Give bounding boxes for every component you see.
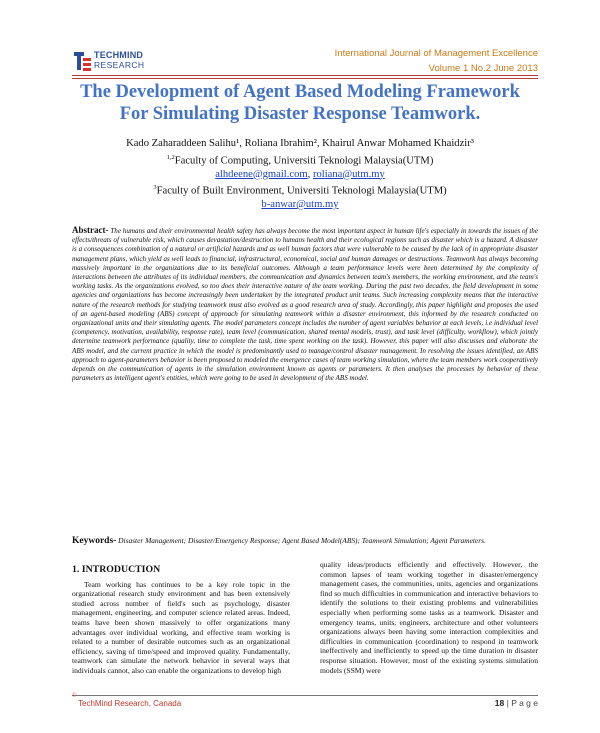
affiliation-1-emails: alhdeene@gmail.com, roliana@utm.my xyxy=(215,168,385,180)
page-label: P a g e xyxy=(511,698,538,708)
keywords-label: Keywords- xyxy=(72,536,117,546)
email-link-3[interactable]: b-anwar@utm.my xyxy=(261,199,339,211)
keywords-text: Disaster Management; Disaster/Emergency Response; Agent Based Model(ABS); Teamwork Simulation; Agent Parameters. xyxy=(116,536,486,545)
keywords xyxy=(72,536,538,546)
header-rule-top xyxy=(72,75,538,76)
body-column-right xyxy=(320,560,538,675)
body-column-left xyxy=(72,560,290,676)
journal-volume: Volume 1 No.2 June 2013 xyxy=(428,63,538,74)
logo-line2: RESEARCH xyxy=(94,60,145,70)
logo-line1: TECHMIND xyxy=(94,50,144,60)
abstract-text: The humans and their environmental health safety has always become the most important aspect in human life's especially in towards the issues of the effects/threats of vulnerable risk, which causes devastation/destruction to humans health and their ecological regions such as disaster which is a hazard. A disaster is a consequences combination of a natural or artificial hazards and as well human factors that were vulnerable to be caused by the lack of in appropriate disaster management plans, which yield as well leads to financial, infrastructural, economical, social and human damages or destructions. Teamwork has always becoming massively important in the organizations due to its beneficial outcomes. Although a team performance levels were been determined by the complexity of interactions between the attributes of its individual members, the communication and dynamics between team's members, the working environment, and the team's working tasks. As the organizations evolved, so too does their interactive nature of the team working. During the past two decades, the field development in some agencies and organizations has become increasingly been undertaken by the integrated product unit teams. Such increasing complexity means that the interactive nature of the research methods for studying teamwork must also evolved as a good research area of study. Accordingly, this paper highlight and proposes the used of an agent-based modeling (ABS) concept of approach for simulating teamwork within a disaster environment, this informed by the research conducted on organizational units and their simulating agents. The model parameters concept includes the number of agent variables behavior at each levels, i.e individual level (competency, motivation, availability, response rate), team level (communication, shared mental models, trust), and task level (difficulty, workflow), which jointly determine teamwork performance (quality, time to complete the task, time spent working on the task). However, this paper will also discusses and elaborate the ABS model, and the current practice in which the model is predominantly used to manage/control disaster management. In resolving the issues identified, an ABS approach to agent-parameters behavior is been proposed to modeled the emergence cases of team working simulation, where the team members work cooperatively depends on the communication of agents in the simulation environment known as agents or parameters. It then analyses the processes by behavior of these parameters as intelligent agent's entities, which were going to be used in development of the ABS model. xyxy=(72,227,538,383)
publisher-logo xyxy=(72,49,172,73)
affiliation-2: $^3$Faculty of Built Environment, Universiti Teknologi Malaysia(UTM) xyxy=(153,184,447,197)
email-link-2[interactable]: roliana@utm.my xyxy=(312,168,385,180)
affiliation-1: $^{1,2}$Faculty of Computing, Universiti Teknologi Malaysia(UTM) xyxy=(166,153,434,167)
title-line-1: The Development of Agent Based Modeling Framework xyxy=(80,82,520,102)
footer-page: 18 | P a g e xyxy=(494,698,538,708)
footer-publisher: TechMind Research, Canada xyxy=(78,699,182,708)
author-names: Kado Zaharaddeen Salihu¹, Roliana Ibrahim², Khairul Anwar Mohamed Khaidzir³ xyxy=(126,138,474,149)
author-block xyxy=(60,137,540,212)
footer-rule xyxy=(72,695,538,696)
abstract xyxy=(72,226,538,383)
copyright-symbol: © xyxy=(72,693,77,699)
techmind-logo-icon xyxy=(72,49,94,73)
abstract-label: Abstract- xyxy=(72,225,109,235)
section-heading-introduction: 1. INTRODUCTION xyxy=(72,564,161,575)
affiliation-2-email xyxy=(60,198,540,212)
email-link-1[interactable]: alhdeene@gmail.com xyxy=(215,168,308,180)
intro-paragraph-left: Team working has continues to be a key role topic in the organizational research study environment and has been extensively studied across number of field's such as psychology, disaster management, engineering, and computer science related areas. Indeed, teams have been shown massively to offer organizations many advantages over individual working, and effective team working is related to a number of desirable outcomes such as an organizational efficiency, saving of time/speed and improved quality. Fundamentally, teamwork can simulate the network behavior in several ways that individuals cannot, also can enable the organizations to develop high xyxy=(72,579,290,675)
page-number: 18 xyxy=(494,698,505,708)
journal-name: International Journal of Management Excellence xyxy=(334,48,538,59)
paper-title xyxy=(60,81,540,125)
title-line-2: For Simulating Disaster Response Teamwork. xyxy=(119,104,481,124)
intro-paragraph-right: quality ideas/products efficiently and effectively. However, the common lapses of team working together in disaster/emergency management cases, the communities, units, agencies and organizations find so much difficulties in communication and interactive behaviors to identify the solutions to their existing problems and vulnerabilities especially when performing some tasks as a teamwork. Disaster and emergency teams, units, engineers, architecture and other volunteers organizations always been having some interaction complexities and difficulties in communication (coordination) to respond in teamwork ineffectively and inefficiently to speed up the time duration in disaster response situation. However, most of the existing systems simulation models (SSM) were xyxy=(320,560,538,675)
journal-info xyxy=(335,46,538,76)
header-rule-bottom xyxy=(72,78,538,79)
